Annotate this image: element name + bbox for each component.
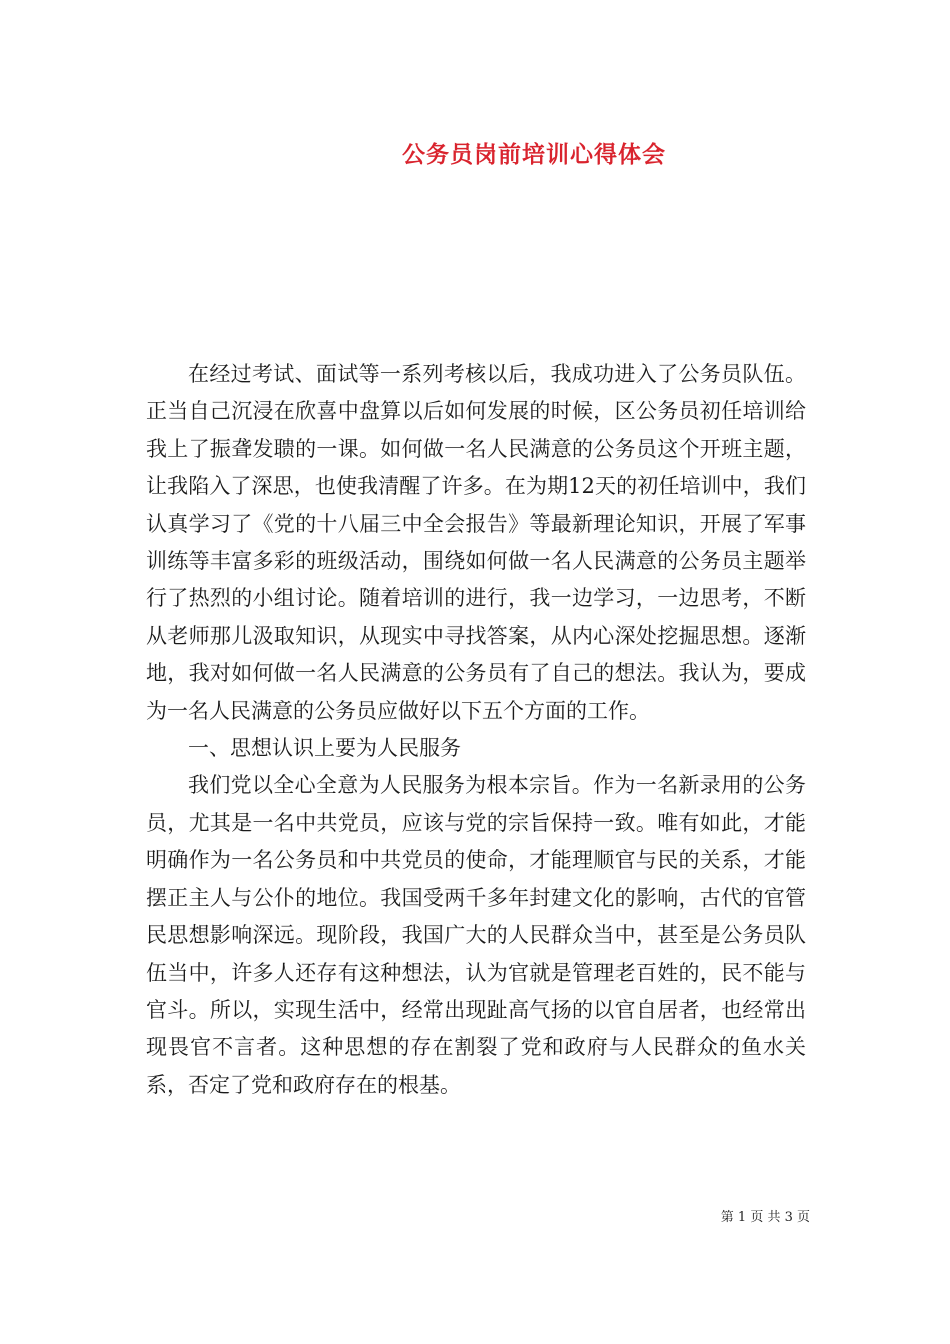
document-body xyxy=(146,356,806,1104)
document-title: 公务员岗前培训心得体会 xyxy=(402,141,666,168)
paragraph-section-1: 我们党以全心全意为人民服务为根本宗旨。作为一名新录用的公务员，尤其是一名中共党员，应该与党的宗旨保持一致。唯有如此，才能明确作为一名公务员和中共党员的使命，才能理顺官与民的关系，才能摆正主人与公仆的地位。我国受两千多年封建文化的影响，古代的官管民思想影响深远。现阶段，我国广大的人民群众当中，甚至是公务员队伍当中，许多人还存有这种想法，认为官就是管理老百姓的，民不能与官斗。所以，实现生活中，经常出现趾高气扬的以官自居者，也经常出现畏官不言者。这种思想的存在割裂了党和政府与人民群众的鱼水关系，否定了党和政府存在的根基。 xyxy=(146,773,806,1097)
paragraph-intro: 在经过考试、面试等一系列考核以后，我成功进入了公务员队伍。正当自己沉浸在欣喜中盘算以后如何发展的时候，区公务员初任培训给我上了振聋发聩的一课。如何做一名人民满意的公务员这个开班主题，让我陷入了深思，也使我清醒了许多。在为期12天的初任培训中，我们认真学习了《党的十八届三中全会报告》等最新理论知识，开展了军事训练等丰富多彩的班级活动，围绕如何做一名人民满意的公务员主题举行了热烈的小组讨论。随着培训的进行，我一边学习，一边思考，不断从老师那儿汲取知识，从现实中寻找答案，从内心深处挖掘思想。逐渐地，我对如何做一名人民满意的公务员有了自己的想法。我认为，要成为一名人民满意的公务员应做好以下五个方面的工作。 xyxy=(146,362,806,723)
section-heading-1: 一、思想认识上要为人民服务 xyxy=(188,736,461,761)
page-number-footer: 第 1 页 共 3 页 xyxy=(720,1210,810,1225)
